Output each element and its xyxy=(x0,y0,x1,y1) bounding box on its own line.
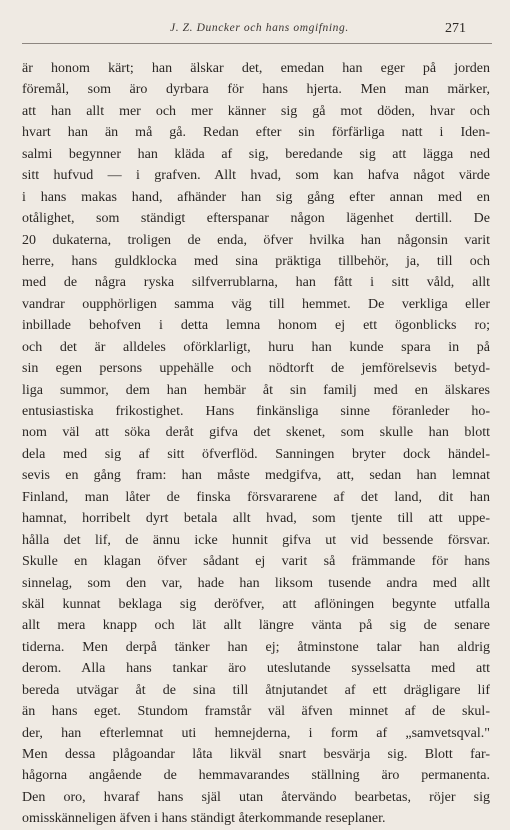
text-line: der, han efterlemnat uti hemnejderna, i form af „samvetsqval." xyxy=(22,725,490,741)
text-line: skäl kunnat beklaga sig deröfver, att aflöningen begynte utfalla xyxy=(22,596,490,612)
text-line: 20 dukaterna, troligen de enda, öfver hvilka han någonsin varit xyxy=(22,232,490,248)
text-line: tiderna. Men derpå tänker han ej; åtminstone talar han aldrig xyxy=(22,639,490,655)
text-line: bereda utvägar åt de sina till åtnjutandet af ett drägligare lif xyxy=(22,682,490,698)
text-line: liga summor, dem han hembär åt sin familj med en älskares xyxy=(22,382,490,398)
text-line: Men dessa plågoandar låta likväl snart besvärja sig. Blott far- xyxy=(22,747,490,762)
text-line: och det är alldeles oförklarligt, huru han kunde spara in på xyxy=(22,339,490,355)
text-line: hålla det lif, de ännu icke hunnit gifva ut vid bessende försvar. xyxy=(22,532,490,548)
header-rule xyxy=(22,43,492,44)
text-line: vandrar oupphörligen samma väg till hemmet. De verkliga eller xyxy=(22,296,490,312)
text-line: salmi begynner han kläda af sig, beredande sig att lägga ned xyxy=(22,146,490,162)
text-line: sin egen persons uppehälle och nödtorft de jemförelsevis betyd- xyxy=(22,361,490,377)
text-line: Skulle en klagan öfver sådant ej varit så främmande för hans xyxy=(22,554,490,570)
text-line: allt mera knapp och lät allt längre vänta på sig de senare xyxy=(22,618,490,634)
text-line: med de några ryska silfverrublarna, han fått i sitt våld, allt xyxy=(22,275,490,291)
text-line: omisskänneligen äfven i hans ständigt återkommande reseplaner. xyxy=(22,811,386,827)
text-line: hamnat, horribelt dyrt betala allt hvad, som tjente till att uppe- xyxy=(22,511,490,527)
text-line: Den oro, hvaraf hans själ utan återvändo bearbetas, röjer sig xyxy=(22,789,490,805)
body-text xyxy=(22,58,490,830)
text-line: entusiastiska frikostighet. Hans finkänsliga sinne föranleder ho- xyxy=(22,404,490,419)
text-line: dela med sig af sitt öfverflöd. Sanningen bryter dock händel- xyxy=(22,446,490,462)
page-number: 271 xyxy=(445,21,466,36)
text-line: sinnelag, som den var, hade han liksom tusende andra med allt xyxy=(22,575,490,591)
text-line: herre, hans guldklocka med sina präktiga tillbehör, ja, till och xyxy=(22,253,490,269)
text-line: är honom kärt; han älskar det, emedan han eger på jorden xyxy=(22,61,490,76)
running-title: J. Z. Duncker och hans omgifning. xyxy=(170,22,349,34)
text-line: nom väl att söka deråt gifva det skenet, som skulle han blott xyxy=(22,425,490,441)
running-head xyxy=(0,22,510,40)
text-line: än hans eget. Stundom framstår väl äfven minnet af de skul- xyxy=(22,704,490,720)
text-line: derom. Alla hans tankar äro uteslutande sysselsatta med att xyxy=(22,661,490,677)
text-line: att han allt mer och mer känner sig gå mot döden, hvar och xyxy=(22,103,490,119)
text-line: sitt hufvud — i grafven. Allt hvad, som kan hafva något värde xyxy=(22,168,490,184)
text-line: sevis en gång fram: han måste medgifva, att, sedan han lemnat xyxy=(22,468,490,484)
text-line: i hans makas hand, afhänder han sig gång efter annan med en xyxy=(22,189,490,205)
text-line: Finland, man låter de finska försvararene af det land, dit han xyxy=(22,489,490,505)
text-line: hvart han än må gå. Redan efter sin förfärliga natt i Iden- xyxy=(22,125,490,141)
text-line: hågorna angående de hemmavarandes ställning äro permanenta. xyxy=(22,768,490,784)
text-line: inbillade behofven i detta lemna honom ej ett ögonblicks ro; xyxy=(22,318,490,334)
text-line: otålighet, som ständigt efterspanar någon lägenhet dertill. De xyxy=(22,211,490,227)
text-line: föremål, som äro dyrbara för hans hjerta. Men man märker, xyxy=(22,82,490,98)
